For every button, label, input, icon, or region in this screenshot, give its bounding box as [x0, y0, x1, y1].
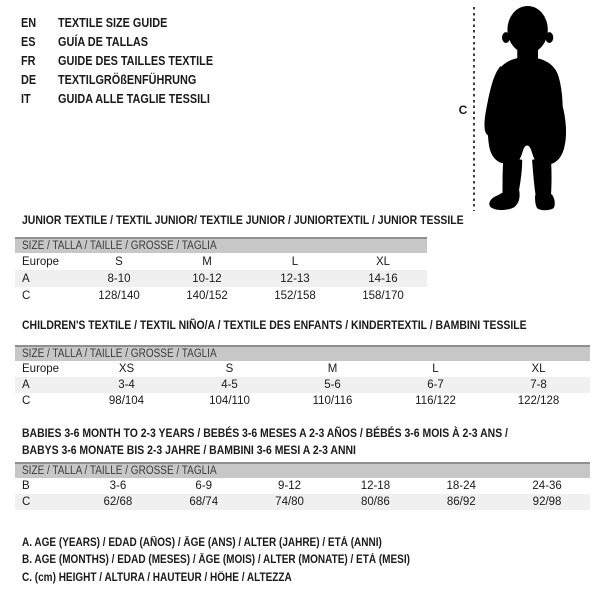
row-label: B: [22, 480, 30, 492]
table-cell: S: [225, 363, 234, 375]
language-row: [21, 13, 236, 32]
junior-table-title: [22, 212, 530, 229]
language-code: DE: [21, 72, 37, 87]
table-row: [15, 253, 427, 270]
table-cell: 6-9: [195, 480, 213, 492]
row-label: A: [22, 272, 30, 285]
table-cell: 152/158: [274, 289, 316, 302]
language-code: IT: [21, 91, 31, 106]
table-cell: M: [202, 255, 212, 268]
size-header-band: SIZE / TALLA / TAILLE / GRÖSSE / TAGLIA: [22, 348, 217, 360]
language-title: GUIDE DES TAILLES TEXTILE: [58, 53, 214, 68]
babies-table-title: [22, 425, 581, 458]
table-cell: 158/170: [362, 289, 404, 302]
table-cell: 9-12: [278, 480, 302, 492]
table-cell: 68/74: [189, 496, 219, 508]
language-title: GUIDA ALLE TAGLIE TESSILI: [58, 91, 210, 106]
language-row: [21, 32, 236, 51]
table-cell: 62/68: [103, 496, 133, 508]
table-cell: 122/128: [517, 395, 560, 407]
table-cell: 4-5: [221, 379, 238, 391]
table-cell: L: [291, 255, 299, 268]
table-cell: 110/116: [312, 395, 353, 407]
language-list: [21, 13, 236, 108]
row-label: C: [22, 496, 31, 508]
section-title-line: JUNIOR TEXTILE / TEXTIL JUNIOR/ TEXTILE JUNIOR / JUNIORTEXTIL / JUNIOR TESSILE: [22, 213, 464, 227]
language-row: [21, 70, 236, 89]
table-cell: 92/98: [532, 496, 562, 508]
table-cell: 140/152: [186, 289, 228, 302]
size-header-band: SIZE / TALLA / TAILLE / GRÖSSE / TAGLIA: [22, 465, 217, 477]
size-table: [15, 478, 590, 510]
table-cell: M: [327, 363, 338, 375]
language-title: TEXTILGRÖßENFÜHRUNG: [58, 72, 197, 87]
row-label: C: [22, 289, 31, 302]
legend-note-text: C. (cm) HEIGHT / ALTURA / HAUTEUR / HÖHE / ALTEZZA: [22, 571, 292, 584]
table-cell: XL: [531, 363, 546, 375]
table-cell: 98/104: [108, 395, 145, 407]
table-cell: 74/80: [275, 496, 304, 508]
children-size-table: [15, 345, 590, 409]
size-header-band: SIZE / TALLA / TAILLE / GRÖSSE / TAGLIA: [22, 240, 217, 252]
table-cell: 3-4: [118, 379, 135, 391]
language-code: ES: [21, 34, 36, 49]
table-cell: 10-12: [192, 272, 222, 285]
table-cell: XS: [118, 363, 135, 375]
table-cell: 86/92: [446, 496, 476, 508]
table-cell: 80/86: [361, 496, 390, 508]
legend-notes: [22, 534, 468, 587]
babies-size-table: [15, 462, 590, 510]
junior-size-table: [15, 237, 427, 304]
language-row: [21, 89, 236, 108]
size-table: [15, 361, 590, 409]
table-cell: 6-7: [427, 379, 444, 391]
language-title: GUÍA DE TALLAS: [58, 34, 149, 49]
legend-note: [22, 552, 468, 570]
measure-label-c: C: [458, 103, 468, 117]
table-row: [15, 270, 427, 287]
table-cell: 7-8: [530, 379, 547, 391]
legend-note: [22, 569, 468, 587]
row-label: C: [22, 395, 31, 407]
table-cell: 104/110: [209, 395, 250, 407]
table-row: [15, 478, 590, 494]
legend-note: [22, 534, 468, 552]
table-cell: 24-36: [532, 480, 562, 492]
children-table-title: [22, 317, 600, 334]
height-measure-dashed-line: [473, 7, 475, 211]
section-title-line: BABYS 3-6 MONATE BIS 2-3 JAHRE / BAMBINI 3-6 MESI A 2-3 ANNI: [22, 442, 356, 457]
table-row: [15, 393, 590, 409]
table-row: [15, 377, 590, 393]
table-cell: 12-13: [280, 272, 310, 285]
language-row: [21, 51, 236, 70]
table-cell: 18-24: [446, 480, 476, 492]
row-label: Europe: [22, 363, 60, 375]
legend-note-text: A. AGE (YEARS) / EDAD (AÑOS) / ÂGE (ANS) / ALTER (JAHRE) / ETÀ (ANNI): [22, 536, 382, 549]
section-title-line: BABIES 3-6 MONTH TO 2-3 YEARS / BEBÉS 3-6 MESES A 2-3 AÑOS / BÉBÉS 3-6 MOIS À 2-3 ANS /: [22, 426, 508, 440]
table-cell: L: [432, 363, 439, 375]
table-cell: 116/122: [415, 395, 456, 407]
table-cell: 3-6: [109, 480, 127, 492]
row-label: A: [22, 379, 30, 391]
table-row: [15, 494, 590, 510]
table-cell: 8-10: [107, 272, 131, 285]
table-cell: S: [115, 255, 123, 268]
table-cell: 12-18: [360, 480, 391, 492]
language-code: EN: [21, 15, 37, 30]
section-title-line: CHILDREN'S TEXTILE / TEXTIL NIÑO/A / TEXTILE DES ENFANTS / KINDERTEXTIL / BAMBINI TESSILE: [22, 318, 527, 332]
language-code: FR: [21, 53, 36, 68]
table-cell: 14-16: [368, 272, 398, 285]
language-title: TEXTILE SIZE GUIDE: [58, 15, 168, 30]
table-row: [15, 361, 590, 377]
row-label: Europe: [22, 255, 60, 268]
table-cell: XL: [375, 255, 391, 268]
table-cell: 5-6: [324, 379, 341, 391]
toddler-silhouette-icon: [484, 5, 589, 212]
size-table: [15, 253, 427, 304]
legend-note-text: B. AGE (MONTHS) / EDAD (MESES) / ÂGE (MOIS) / ALTER (MONATE) / ETÀ (MESI): [22, 554, 410, 567]
table-row: [15, 287, 427, 304]
table-cell: 128/140: [98, 289, 140, 302]
